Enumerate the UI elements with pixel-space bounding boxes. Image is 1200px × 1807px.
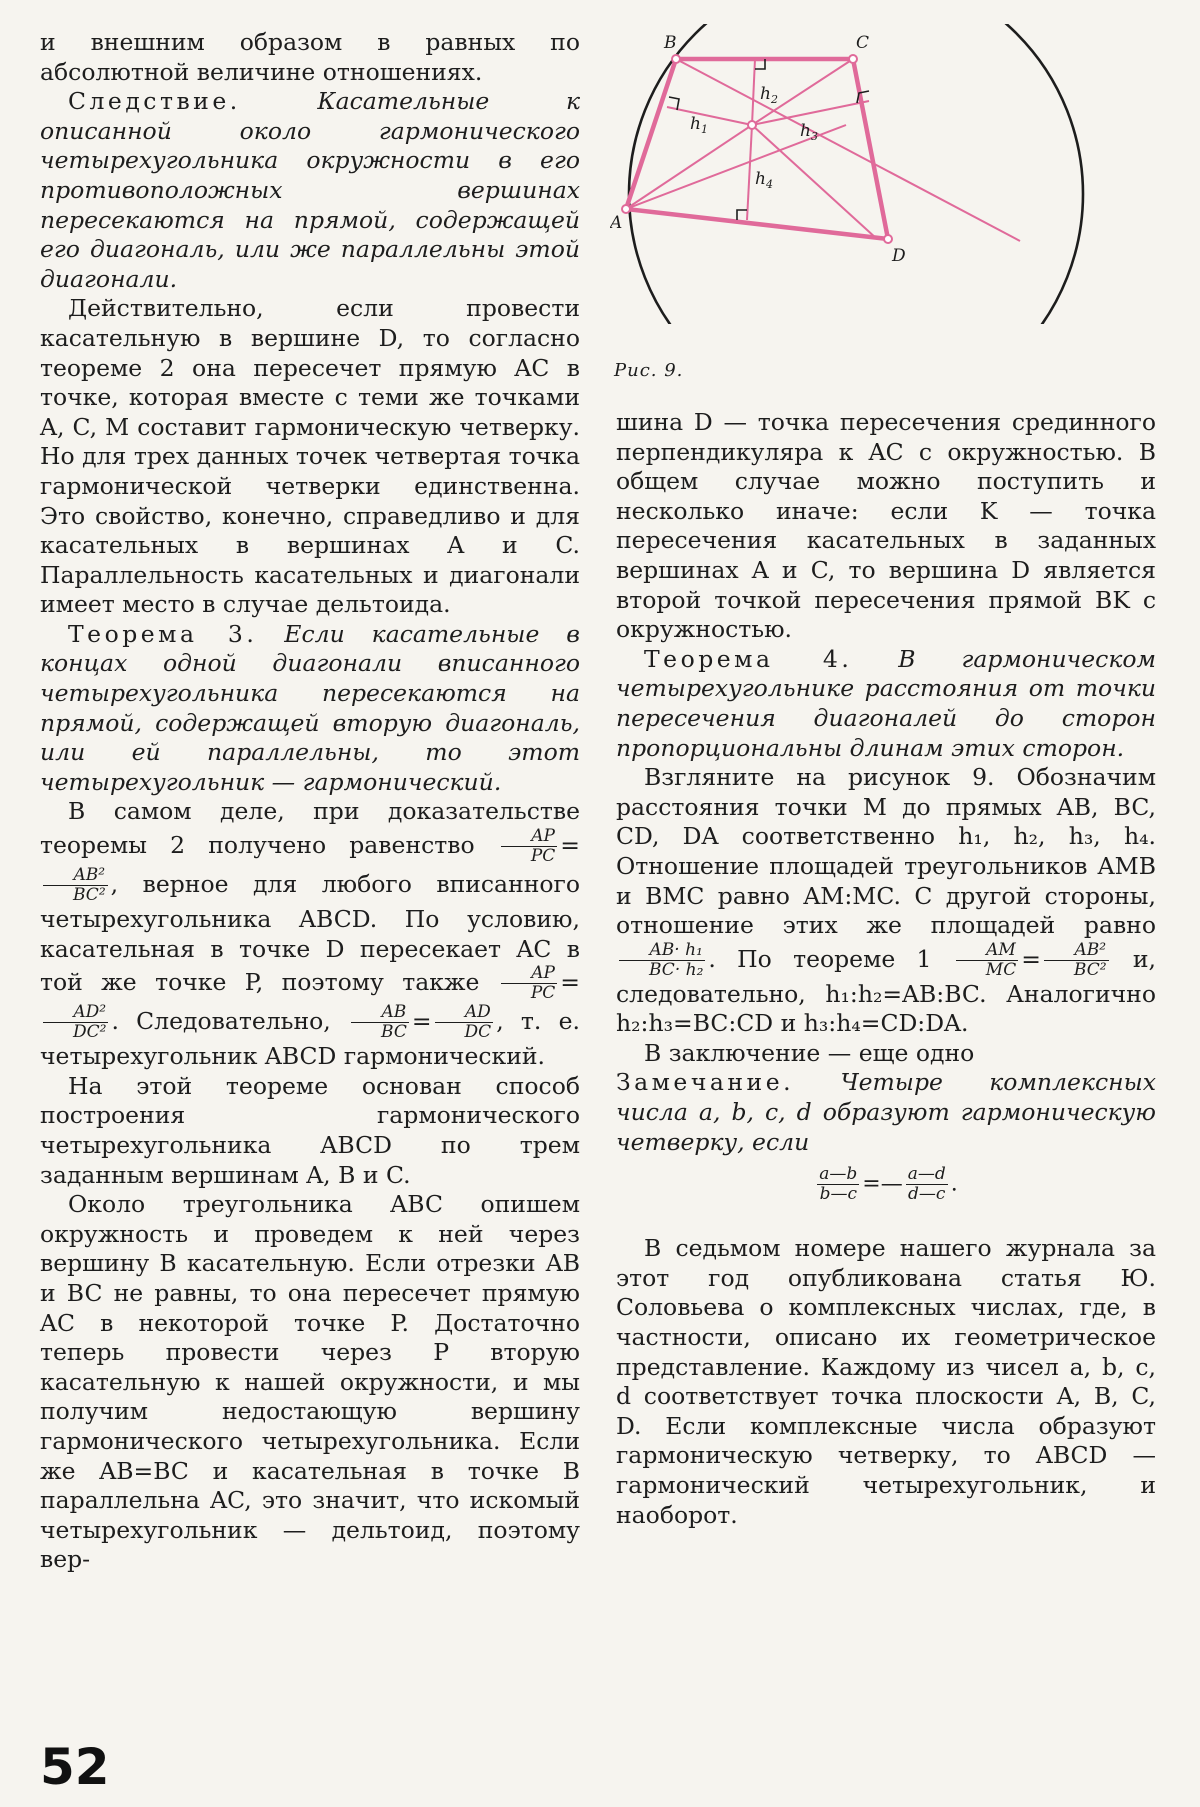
numerator: AB <box>351 1003 409 1023</box>
vertex-a <box>622 205 630 213</box>
theorem-lead: Теорема 4. <box>644 644 853 673</box>
paragraph-proof <box>616 763 1156 1039</box>
paragraph: В заключение — еще одно <box>644 1038 975 1067</box>
text-span: , т. е. четырехугольник ABCD гармонический. <box>40 1007 580 1071</box>
fraction <box>501 827 557 866</box>
vertex-c <box>849 55 857 63</box>
denominator: DC² <box>73 1022 107 1043</box>
vertex-b <box>672 55 680 63</box>
label-h2: $h_2$ <box>760 84 778 106</box>
denominator: PC <box>530 983 556 1004</box>
numerator: AB· h₁ <box>619 941 705 961</box>
fraction <box>817 1165 859 1204</box>
paragraph: Около треугольника ABC опишем окружность и проведем к ней через вершину B касательную. Если отрезки AB и BC не равны, то она пересечет прямую AC в некоторой точке P. Достаточно теперь провести через P вторую касательную к нашей окружности, и мы получим недостающую вершину гармонического четырехугольника. Если же AB=BC и касательная в точке B параллельна AC, это значит, что искомый четырехугольник — дельтоид, поэтому вер- <box>40 1190 580 1574</box>
figure-9 <box>610 24 1160 324</box>
fraction <box>906 1165 948 1204</box>
corollary <box>40 87 580 294</box>
formula-complex <box>616 1165 1156 1204</box>
perp-h1 <box>667 107 752 125</box>
label-a: A <box>610 213 623 233</box>
text-span: В самом деле, при доказательстве теоремы 2 получено равенство <box>40 797 580 860</box>
corollary-lead: Следствие. <box>68 87 241 116</box>
paragraph: шина D — точка пересечения срединного перпендикуляра к AC с окружностью. В общем случае можно поступить и несколько иначе: если K — точка пересечения касательных в заданных вершинах A и C, то вершина D является второй точкой пересечения прямой BK с окружностью. <box>616 408 1156 644</box>
left-column <box>40 28 580 1575</box>
text-span: . Следовательно, <box>111 1007 331 1036</box>
equals-sign: = <box>560 968 580 997</box>
label-b: B <box>664 33 677 53</box>
text-span: и, следовательно, h₁:h₂=AB:BC. Аналогично h₂:h₃=BC:CD и h₃:h₄=CD:DA. <box>616 944 1156 1038</box>
remark-lead: Замечание. <box>616 1068 795 1097</box>
remark <box>616 1068 1156 1157</box>
label-h3: $h_3$ <box>800 121 818 143</box>
numerator: AB² <box>43 866 108 886</box>
numerator: AP <box>501 827 557 847</box>
corollary-text: Касательные к описанной около гармонического четырехугольника окружности в его противоположных вершинах пересекаются на прямой, содержащей его диагональ, или же параллельны этой диагонали. <box>40 87 580 293</box>
paragraph: В седьмом номере нашего журнала за этот год опубликована статья Ю. Соловьева о комплексных числах, где, в частности, описано их геометрическое представление. Каждому из чисел a, b, c, d соответствует точка плоскости A, B, C, D. Если комплексные числа образуют гармоническую четверку, то ABCD — гармонический четырехугольник, и наоборот. <box>616 1234 1156 1529</box>
numerator: AD <box>435 1003 494 1023</box>
label-c: C <box>856 33 870 53</box>
numerator: a—d <box>907 1164 946 1185</box>
denominator: MC <box>985 959 1017 980</box>
denominator: BC· h₂ <box>649 959 704 980</box>
seg-am <box>626 125 752 209</box>
theorem-text: Если касательные в концах одной диагонали вписанного четырехугольника пересекаются на прямой, содержащей вторую диагональ, или ей параллельны, то этот четырехугольник — гармонический. <box>40 619 580 796</box>
label-d: D <box>892 246 906 266</box>
fraction <box>435 1003 494 1042</box>
fraction <box>501 964 557 1003</box>
denominator: d—c <box>908 1184 946 1205</box>
equals-minus: =— <box>862 1171 903 1197</box>
numerator: AM <box>956 941 1018 961</box>
numerator: AD² <box>43 1003 108 1023</box>
figure-caption: Рис. 9. <box>614 360 684 381</box>
page-number: 52 <box>40 1738 110 1796</box>
denominator: BC <box>381 1022 407 1043</box>
denominator: PC <box>530 846 556 867</box>
text-span: Взгляните на рисунок 9. Обозначим расстояния точки M до прямых AB, BC, CD, DA соответственно h₁, h₂, h₃, h₄. Отношение площадей треугольников AMB и BMC равно AM:MC. С другой стороны, отношение этих же площадей равно <box>616 763 1156 940</box>
remark-text: Четыре комплексных числа a, b, c, d образуют гармоническую четверку, если <box>616 1068 1156 1156</box>
perp-h2 <box>752 59 755 125</box>
vertex-d <box>884 235 892 243</box>
theorem-text: В гармоническом четырехугольнике расстояния от точки пересечения диагоналей до сторон пропорциональны длинам этих сторон. <box>616 644 1156 762</box>
fraction <box>1044 941 1109 980</box>
equals-sign: = <box>1021 944 1041 973</box>
theorem-lead: Теорема 3. <box>68 619 258 648</box>
numerator: a—b <box>819 1164 858 1185</box>
text-span: , верное для любого вписанного четырехугольника ABCD. По условию, касательная в точке D пересекает AC в той же точке P, поэтому также <box>40 870 580 997</box>
perp-h4 <box>747 125 752 220</box>
fraction <box>351 1003 409 1042</box>
fraction <box>956 941 1018 980</box>
label-h4: $h_4$ <box>755 169 773 191</box>
denominator: BC² <box>1073 959 1107 980</box>
numerator: AP <box>501 964 557 984</box>
fraction <box>43 866 108 905</box>
theorem-3 <box>40 620 580 798</box>
denominator: BC² <box>73 885 106 906</box>
right-angle-mark <box>737 210 747 220</box>
equals-sign: = <box>560 831 580 860</box>
paragraph: На этой теореме основан способ построения гармонического четырехугольника ABCD по трем заданным вершинам A, B и C. <box>40 1071 580 1189</box>
paragraph: и внешним образом в равных по абсолютной величине отношениях. <box>40 28 580 86</box>
text-span: . По теореме 1 <box>708 944 932 973</box>
right-column <box>616 408 1156 1530</box>
paragraph-proof <box>40 797 580 1071</box>
theorem-4 <box>616 645 1156 763</box>
fraction <box>619 941 705 980</box>
equals-sign: = <box>411 1007 432 1036</box>
denominator: b—c <box>819 1184 857 1205</box>
label-h1: $h_1$ <box>690 114 708 136</box>
point-m <box>748 121 756 129</box>
fraction <box>43 1003 108 1042</box>
period: . <box>950 1171 958 1197</box>
paragraph: Действительно, если провести касательную в вершине D, то согласно теореме 2 она пересечет прямую AC в точке, которая вместе с теми же точками A, C, M составит гармоническую четверку. Но для трех данных точек четвертая точка гармонической четверки единственна. Это свойство, конечно, справедливо и для касательных в вершинах A и C. Параллельность касательных и диагонали имеет место в случае дельтоида. <box>40 294 580 619</box>
numerator: AB² <box>1044 941 1109 961</box>
denominator: DC <box>464 1022 492 1043</box>
